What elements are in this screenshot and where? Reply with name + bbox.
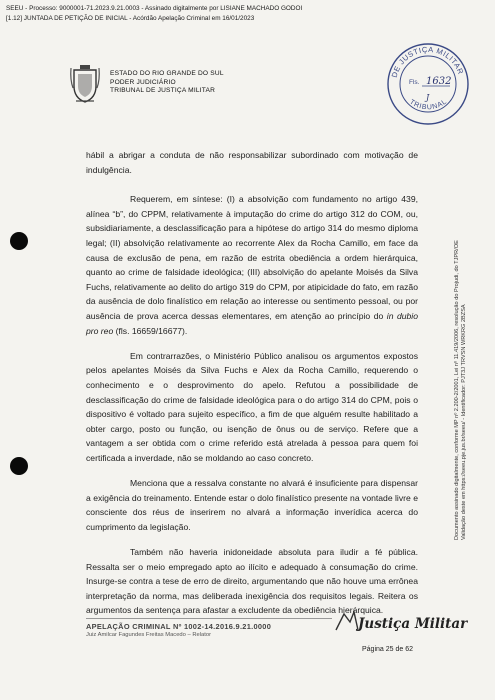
paragraph-requests-text: Requerem, em síntese: (I) a absolvição com fundamento no artigo 439, alínea “b”, do CPPM, relativamente à imputação do crime do artigo 312 do COM, ou, subsidiariamente, a desclassificação para a hipótese do artigo 314 do mesmo diploma legal; (II) absolvição relativamente ao recorrente Alex da Rocha Camillo, em face da causa de exclusão de pena, em razão de estrita obediência a ordem hierárquica, quanto ao crime de falsidade ideológica; (III) absolvição do apelante Moisés da Silva Fuchs, relativamente ao delito do artigo 319 do CPM, por atipicidade do fato, em razão da ausência de dolo finalístico em relação ao interesse ou sentimento pessoal, ou por ausência de prova acerca dessas elementares, em atenção ao princípio do (86, 194, 418, 321)
org-court: TRIBUNAL DE JUSTIÇA MILITAR (110, 87, 216, 95)
document-body (86, 148, 418, 629)
seal-fl-number: 1632 (426, 76, 452, 87)
paragraph-continuation: hábil a abrigar a conduta de não responsabilizar subordinado com motivação de indulgência. (86, 150, 418, 175)
paragraph-requests (86, 192, 418, 338)
signature-stamp-line: SEEU - Processo: 9000001-71.2023.9.21.0003 - Assinado digitalmente por LISIANE MACHADO GODOI (6, 5, 303, 12)
org-state: ESTADO DO RIO GRANDE DO SUL (110, 70, 224, 77)
latin-term: in dubio pro reo (86, 310, 418, 336)
seal-ring-bottom: TRIBUNAL (408, 98, 449, 112)
paragraph-ressalva: Menciona que a ressalva constante no alvará é insuficiente para dispensar a exigência do treinamento. Entende estar o dolo finalístico presente na vontade livre e consciente dos réus de inserirem no alvará a informação inverídica acerca do cumprimento da legislação. (86, 478, 418, 532)
paragraph-counter-arguments: Em contrarrazões, o Ministério Público analisou os argumentos expostos pelos apelantes Moisés da Silva Fuchs e Alex da Rocha Camillo, requerendo o conhecimento e o desprovimento do apelo. Refutou a possibilidade de desclassificação do crime de falsidade ideológica para o do artigo 314 do CPM, pois o dispositivo é voltado para sujeito específico, a fim de que alguém resulte habilitado a obter cargo, posto ou função, ou isenção de ônus ou de serviço. Refere que a vantagem a ser obtida com o crime referido está atrelada à pessoa para quem foi certificada a inverdade, não se moldando ao caso concreto. (86, 350, 418, 463)
seal-ring-top: DE JUSTIÇA MILITAR (389, 44, 466, 79)
coat-of-arms-icon (68, 64, 102, 104)
digital-signature-note (454, 120, 469, 540)
page-footer (86, 616, 468, 672)
punch-hole (10, 457, 28, 475)
side-note-line1: Documento assinado digitalmente, conforme MP nº 2.200-2/2001, Lei nº 11.419/2006, resolução do Projudi, do TJPR/OE (454, 240, 460, 540)
org-power: PODER JUDICIÁRIO (110, 78, 176, 86)
seal-fl-label: Fls. (409, 79, 420, 86)
seal-initial: J (426, 93, 430, 102)
page-number: Página 25 de 62 (362, 646, 413, 653)
juntada-stamp-line: [1.12] JUNTADA DE PETIÇÃO DE INICIAL - Acórdão Apelação Criminal em 16/01/2023 (6, 15, 255, 22)
justica-militar-logo-text: Justiça Militar (358, 616, 468, 632)
punch-hole (10, 232, 28, 250)
rapporteur-judge: Juiz Amilcar Fagundes Freitas Macedo – Relator (86, 632, 212, 638)
paragraph-requests-citation: (fls. 16659/16677). (113, 325, 188, 336)
court-seal-stamp (384, 40, 472, 128)
footer-divider (86, 618, 332, 619)
paragraph-inidoneidade: Também não haveria inidoneidade absoluta para iludir a fé pública. Ressalta ser o meio empregado apto ao ilícito e adequado à consumação do crime. Insurge-se contra a tese de erro de direito, argumentando que não houve uma errônea interpretação da norma, mas deliberada inexigência dos requisitos legais. Reitera os argumentos da sentença para afastar a excludente da obediência hierárquica. (86, 547, 418, 616)
side-note-line2: Validação deste em https://seeu.pje.jus.br/seeu/ - Identificador: PJT3J TRVSN WRKRG 2BZSA (461, 304, 468, 540)
case-number: APELAÇÃO CRIMINAL Nº 1002-14.2016.9.21.0000 (86, 622, 272, 631)
institution-header (110, 70, 224, 96)
